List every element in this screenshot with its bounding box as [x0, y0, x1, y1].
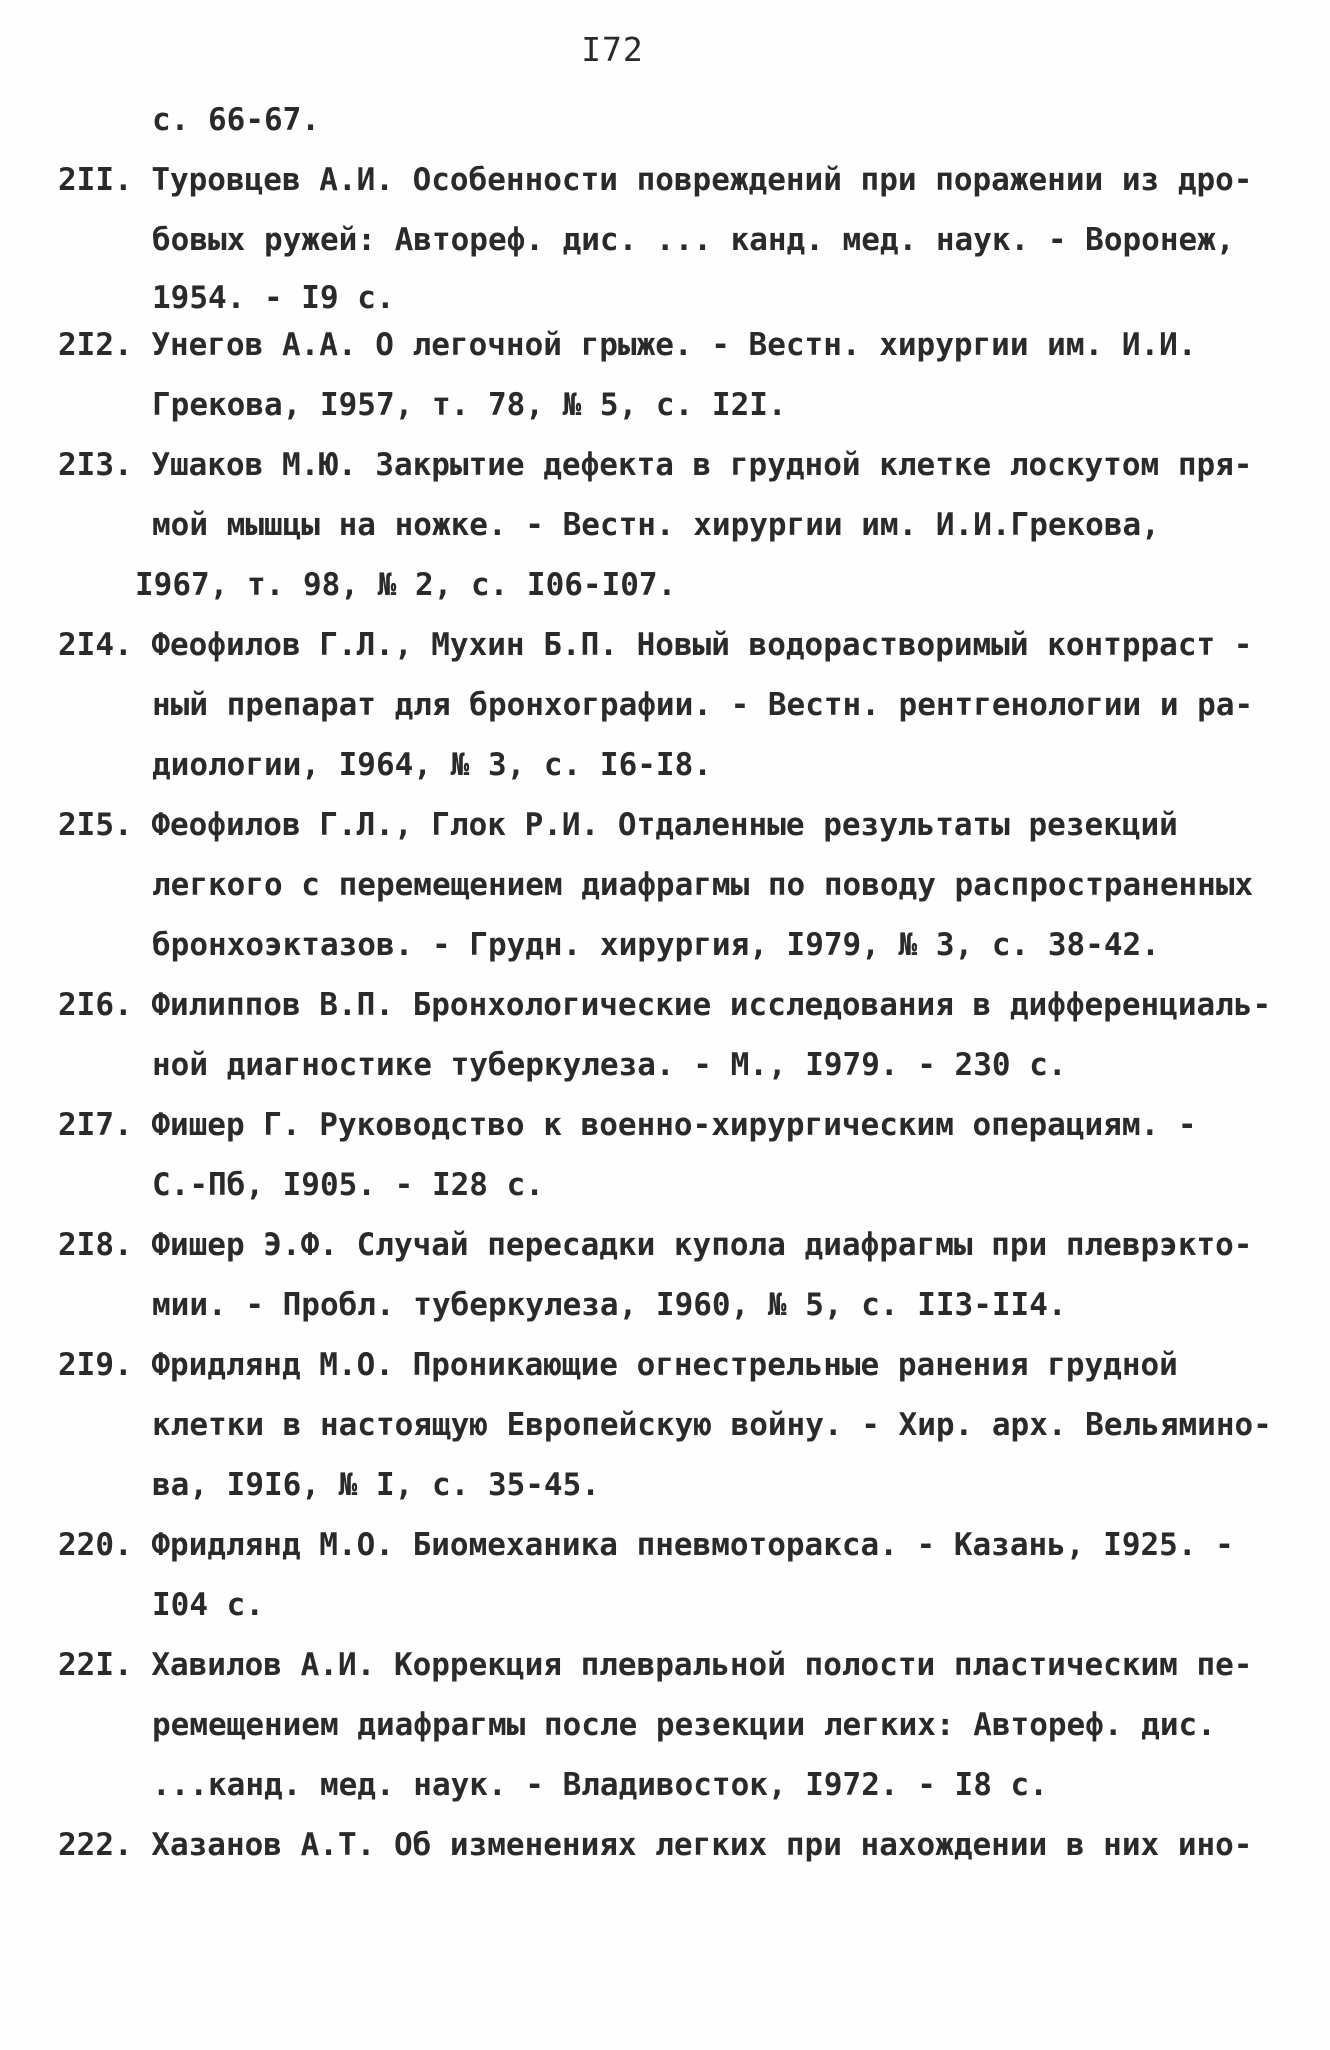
reference-entry-219: 2I9. Фридлянд М.О. Проникающие огнестрельные ранения грудной [58, 1347, 1178, 1383]
text-line: ный препарат для бронхографии. - Вестн. рентгенологии и ра- [152, 687, 1254, 723]
reference-entry-213: 2I3. Ушаков М.Ю. Закрытие дефекта в грудной клетке лоскутом пря- [58, 447, 1253, 483]
reference-entry-211: 2II. Туровцев А.И. Особенности повреждений при поражении из дро- [58, 162, 1253, 198]
reference-entry-215: 2I5. Феофилов Г.Л., Глок Р.И. Отдаленные результаты резекций [58, 807, 1178, 843]
text-line: легкого с перемещением диафрагмы по поводу распространенных [152, 867, 1254, 903]
reference-entry-221: 22I. Хавилов А.И. Коррекция плевральной полости пластическим пе- [58, 1647, 1253, 1683]
text-line: Грекова, I957, т. 78, № 5, с. I2I. [152, 387, 787, 423]
text-line: диологии, I964, № 3, с. I6-I8. [152, 747, 712, 783]
text-line: мии. - Пробл. туберкулеза, I960, № 5, с. II3-II4. [152, 1287, 1067, 1323]
text-line: I967, т. 98, № 2, с. I06-I07. [135, 567, 677, 603]
text-line: мой мышцы на ножке. - Вестн. хирургии им. И.И.Грекова, [152, 507, 1160, 543]
text-line: бронхоэктазов. - Грудн. хирургия, I979, № 3, с. 38-42. [152, 927, 1160, 963]
text-line: ...канд. мед. наук. - Владивосток, I972. - I8 с. [152, 1767, 1048, 1803]
text-line: ва, I9I6, № I, с. 35-45. [152, 1467, 600, 1503]
text-line: 1954. - I9 с. [152, 280, 395, 316]
text-line: С.-Пб, I905. - I28 с. [152, 1167, 544, 1203]
page-number: I72 [581, 30, 644, 69]
text-line: ной диагностике туберкулеза. - М., I979. - 230 с. [152, 1047, 1067, 1083]
text-line: ремещением диафрагмы после резекции легких: Автореф. дис. [152, 1707, 1216, 1743]
text-line: клетки в настоящую Европейскую войну. - Хир. арх. Вельямино- [152, 1407, 1272, 1443]
reference-entry-217: 2I7. Фишер Г. Руководство к военно-хирургическим операциям. - [58, 1107, 1197, 1143]
reference-entry-222: 222. Хазанов А.Т. Об изменениях легких при нахождении в них ино- [58, 1827, 1253, 1863]
text-line: бовых ружей: Автореф. дис. ... канд. мед. наук. - Воронеж, [152, 222, 1235, 258]
reference-entry-212: 2I2. Унегов А.А. О легочной грыже. - Вестн. хирургии им. И.И. [58, 327, 1197, 363]
text-line: I04 с. [152, 1587, 264, 1623]
reference-entry-218: 2I8. Фишер Э.Ф. Случай пересадки купола диафрагмы при плеврэкто- [58, 1227, 1253, 1263]
reference-entry-216: 2I6. Филиппов В.П. Бронхологические исследования в дифференциаль- [58, 987, 1272, 1023]
reference-entry-214: 2I4. Феофилов Г.Л., Мухин Б.П. Новый водорастворимый контрраст - [58, 627, 1253, 663]
text-line: с. 66-67. [152, 102, 320, 138]
reference-entry-220: 220. Фридлянд М.О. Биомеханика пневмоторакса. - Казань, I925. - [58, 1527, 1234, 1563]
